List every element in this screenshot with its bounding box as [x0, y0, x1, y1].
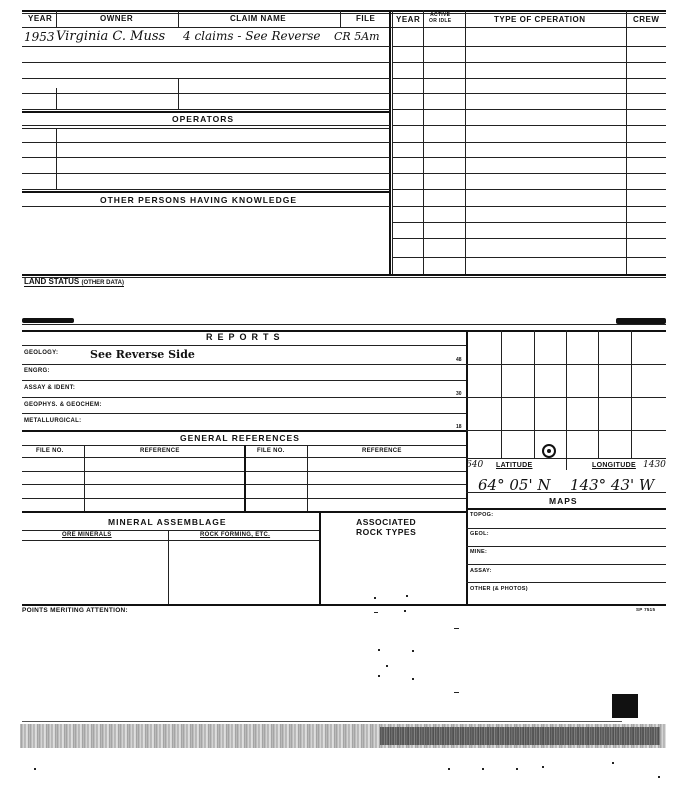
map-row-mine: MINE: — [470, 549, 488, 555]
land-status-label: LAND STATUS — [24, 277, 80, 286]
ref-col-reference-2: REFERENCE — [362, 448, 402, 454]
report-label-geology: GEOLOGY: — [24, 350, 59, 356]
latitude-label: LATITUDE — [496, 462, 533, 469]
longitude-value: 143° 43' W — [570, 476, 655, 494]
col-crew: CREW — [633, 15, 660, 24]
report-num-assay: 30 — [456, 391, 462, 397]
rock-forming-label: ROCK FORMING, ETC. — [200, 532, 271, 538]
maps-title: MAPS — [549, 496, 578, 506]
map-row-geol: GEOL: — [470, 531, 489, 537]
map-row-other: OTHER (& PHOTOS) — [470, 586, 528, 592]
report-label-assay: ASSAY & IDENT: — [24, 385, 76, 391]
col-active-idle: ACTIVE OR IDLE — [429, 12, 452, 24]
ref-col-reference-1: REFERENCE — [140, 448, 180, 454]
form-number: SP 7515 — [636, 607, 656, 612]
long-code: 1430 — [643, 460, 666, 470]
points-meriting-attention: POINTS MERITING ATTENTION: — [22, 607, 129, 614]
land-status-note: (OTHER DATA) — [81, 280, 124, 286]
report-num-metallurgical: 18 — [456, 424, 462, 430]
col-file: FILE — [356, 14, 376, 23]
map-row-assay: ASSAY: — [470, 568, 492, 574]
report-num-geology: 48 — [456, 357, 462, 363]
col-type-of-operation: TYPE OF CPERATION — [494, 15, 586, 24]
col-claim-name: CLAIM NAME — [230, 14, 287, 23]
location-target-icon — [542, 444, 556, 458]
lat-code: 640 — [466, 460, 484, 470]
entry-owner: Virginia C. Muss — [56, 29, 166, 44]
entry-claim: 4 claims - See Reverse — [183, 29, 321, 43]
col-year: YEAR — [28, 14, 53, 23]
reports-title: REPORTS — [206, 332, 285, 342]
map-row-topog: TOPOG: — [470, 512, 494, 518]
entry-file: CR 5Am — [334, 30, 380, 43]
report-label-geophys: GEOPHYS. & GEOCHEM: — [24, 402, 102, 408]
report-value-geology: See Reverse Side — [90, 348, 195, 361]
col-year-right: YEAR — [396, 15, 421, 24]
ref-col-file-no-2: FILE NO. — [257, 448, 285, 454]
operators-title: OPERATORS — [172, 114, 235, 124]
other-persons-title: OTHER PERSONS HAVING KNOWLEDGE — [100, 195, 298, 205]
latitude-value: 64° 05' N — [478, 476, 551, 494]
ore-minerals-label: ORE MINERALS — [62, 532, 112, 538]
ref-col-file-no-1: FILE NO. — [36, 448, 64, 454]
col-owner: OWNER — [100, 14, 134, 23]
report-label-engrg: ENGRG: — [24, 368, 50, 374]
mineral-assemblage-title: MINERAL ASSEMBLAGE — [108, 517, 227, 527]
associated-rock-types-label: ASSOCIATED ROCK TYPES — [356, 517, 417, 537]
entry-year: 1953 — [24, 30, 55, 44]
report-label-metallurgical: METALLURGICAL: — [24, 418, 82, 424]
land-status — [24, 277, 124, 287]
longitude-label: LONGITUDE — [592, 462, 636, 469]
general-references-title: GENERAL REFERENCES — [180, 433, 300, 443]
